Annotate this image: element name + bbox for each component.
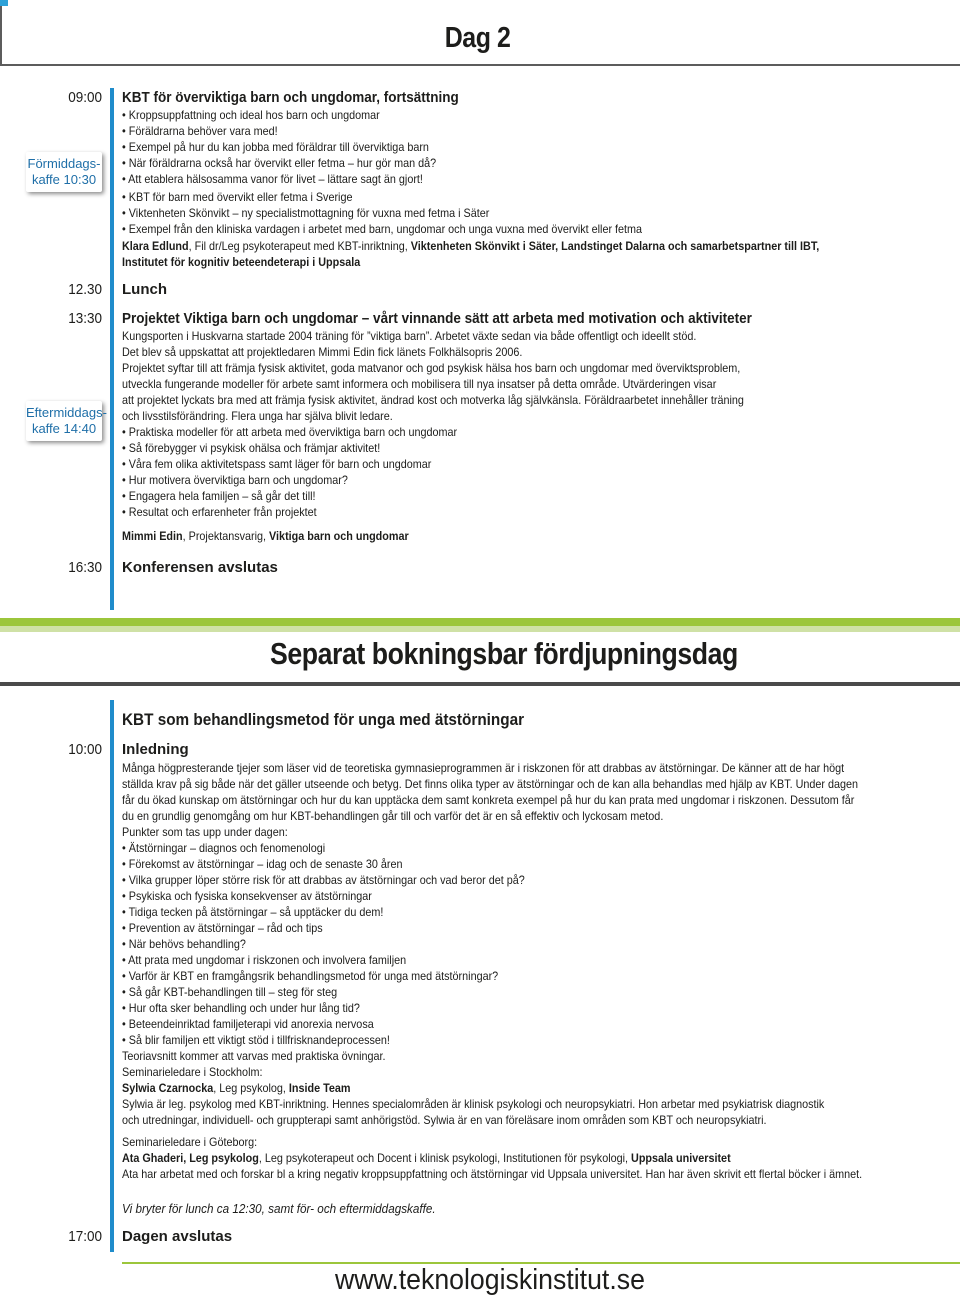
session2-para: och livsstilsförändring. Flera unga har själva blivit ledare. <box>122 409 393 423</box>
stockholm-leader-org: Inside Team <box>288 1081 351 1095</box>
session2-bullet: • Engagera hela familjen – så går det till! <box>122 489 316 503</box>
gothenburg-leader-name: Ata Ghaderi, Leg psykolog <box>122 1151 259 1165</box>
point-item: • Psykiska och fysiska konsekvenser av ätstörningar <box>122 889 372 903</box>
morning-coffee-box <box>26 152 102 192</box>
point-item: • Hur ofta sker behandling och under hur lång tid? <box>122 1001 360 1015</box>
session1-bullet: • Föräldrarna behöver vara med! <box>122 124 278 138</box>
mix-note: Teoriavsnitt kommer att varvas med praktiska övningar. <box>122 1049 386 1063</box>
session2-para: Det blev så uppskattat att projektledaren Mimmi Edin fick länets Folkhälsopris 2006. <box>122 345 523 359</box>
gothenburg-heading: Seminarieledare i Göteborg: <box>122 1135 258 1149</box>
speaker-org: Viktenheten Skönvikt i Säter, Landstinget Dalarna och samarbetspartner till IBT, <box>410 239 820 253</box>
session1-bullet: • Exempel på hur du kan jobba med föräldrar till överviktiga barn <box>122 140 429 154</box>
point-item: • Att prata med ungdomar i riskzonen och involvera familjen <box>122 953 407 967</box>
point-item: • Förekomst av ätstörningar – idag och de senaste 30 åren <box>122 857 403 871</box>
frame-accent <box>0 0 8 6</box>
gray-divider <box>0 682 960 686</box>
session1-title: KBT för överviktiga barn och ungdomar, fortsättning <box>122 89 459 106</box>
frame-left-line <box>0 0 2 66</box>
session2-bullet: • Praktiska modeller för att arbeta med överviktiga barn och ungdomar <box>122 425 458 439</box>
point-item: • Tidiga tecken på ätstörningar – så upptäcker du dem! <box>122 905 384 919</box>
session1-bullet: • När föräldrarna också har övervikt eller fetma – hur gör man då? <box>122 156 437 170</box>
time-1330: 13:30 <box>68 310 102 327</box>
lunch-note: Vi bryter för lunch ca 12:30, samt för- och eftermiddagskaffe. <box>122 1201 436 1216</box>
intro-text <box>122 760 942 1182</box>
point-item: • Beteendeinriktad familjeterapi vid anorexia nervosa <box>122 1017 374 1031</box>
green-divider-light <box>0 626 960 632</box>
session2-bullet: • Hur motivera överviktiga barn och ungdomar? <box>122 473 348 487</box>
session1-bullet: • Viktenheten Skönvikt – ny specialistmottagning för vuxna med fetma i Säter <box>122 206 490 220</box>
time-1000: 10:00 <box>68 741 102 758</box>
schedule-timeline-bar-2 <box>110 700 114 1252</box>
point-item: • Varför är KBT en framgångsrik behandlingsmetod för unga med ätstörningar? <box>122 969 499 983</box>
intro-line: Många högpresterande tjejer som läser vid de teoretiska gymnasieprogrammen är i riskzonen för att drabbas av ätstörningar. De känner att de har högt <box>122 761 845 775</box>
session2-para: Projektet syftar till att främja fysisk aktivitet, goda matvanor och god psykisk hälsa hos barn och ungdomar med överviktsproblem, <box>122 361 741 375</box>
session1-speaker <box>122 238 942 270</box>
session2-para: Kungsporten i Huskvarna startade 2004 träning för ”viktiga barn”. Arbetet växte sedan via både offentligt och ideellt stöd. <box>122 329 697 343</box>
gothenburg-leader-role: , Leg psykoterapeut och Docent i klinisk psykologi, Institutionen för psykologi, <box>258 1151 632 1165</box>
morning-coffee-line2: kaffe 10:30 <box>31 172 97 187</box>
afternoon-coffee-line1: Eftermiddags- <box>26 405 107 420</box>
session2-bullet: • Så förebygger vi psykisk ohälsa och främjar aktivitet! <box>122 441 381 455</box>
time-0900: 09:00 <box>68 89 102 106</box>
intro-line: får du ökad kunskap om ätstörningar och hur du kan upptäcka dem samt konkreta exempel på hur du kan prata med ungdomar i riskzonen. Dessutom får <box>122 793 855 807</box>
speaker2-org: Viktiga barn och ungdomar <box>269 529 409 543</box>
stockholm-leader-name: Sylwia Czarnocka <box>122 1081 214 1095</box>
intro-heading: Inledning <box>122 741 189 758</box>
session2-speaker <box>122 528 860 544</box>
intro-line: du en grundlig genomgång om hur KBT-behandlingen går till och varför det är en så effektiv och lyckosam metod. <box>122 809 664 823</box>
green-divider <box>0 618 960 626</box>
point-item: • Ätstörningar – diagnos och fenomenologi <box>122 841 326 855</box>
point-item: • När behövs behandling? <box>122 937 246 951</box>
session2-bullet: • Resultat och erfarenheter från projektet <box>122 505 317 519</box>
afternoon-coffee-box <box>26 401 107 441</box>
time-1630: 16:30 <box>68 559 102 576</box>
intro-line: ställda krav på sig både när det gäller utseende och betyg. Det finns olika typer av ätstörningar och de kan alla behandlas med hjälp av KBT. Under dagen <box>122 777 859 791</box>
separate-day-title: Separat bokningsbar fördjupningsdag <box>270 636 738 671</box>
session2-title: Projektet Viktiga barn och ungdomar – vårt vinnande sätt att arbeta med motivation och aktiviteter <box>122 310 752 327</box>
day-title: Dag 2 <box>444 22 510 54</box>
stockholm-leader-role: , Leg psykolog, <box>213 1081 289 1095</box>
conference-ends: Konferensen avslutas <box>122 559 278 576</box>
session2-para: utveckla fungerande modeller för arbete samt informera och mobilisera till nya insatser på detta område. Utvärderingen visar <box>122 377 717 391</box>
speaker2-name: Mimmi Edin <box>122 529 183 543</box>
lunch-label: Lunch <box>122 281 167 298</box>
afternoon-coffee-line2: kaffe 14:40 <box>31 421 97 436</box>
frame-bottom-line <box>0 64 960 66</box>
speaker2-role: , Projektansvarig, <box>182 529 270 543</box>
point-item: • Så blir familjen ett viktigt stöd i tillfrisknandeprocessen! <box>122 1033 390 1047</box>
session1-bullet: • Kroppsuppfattning och ideal hos barn och ungdomar <box>122 108 380 122</box>
stockholm-bio: Sylwia är leg. psykolog med KBT-inriktning. Hennes specialområden är klinisk psykologi och neuropsykiatri. Hon arbetar med psykiatrisk diagnostik <box>122 1097 825 1111</box>
session2-bullet: • Våra fem olika aktivitetspass samt läger för barn och ungdomar <box>122 457 432 471</box>
session1-bullet: • Att etablera hälsosamma vanor för livet – lättare sagt än gjort! <box>122 172 423 186</box>
morning-coffee-line1: Förmiddags- <box>27 156 101 171</box>
session1-bullet: • KBT för barn med övervikt eller fetma i Sverige <box>122 190 353 204</box>
point-item: • Så går KBT-behandlingen till – steg för steg <box>122 985 338 999</box>
stockholm-heading: Seminarieledare i Stockholm: <box>122 1065 263 1079</box>
gothenburg-leader-org: Uppsala universitet <box>631 1151 731 1165</box>
session2-text <box>122 328 942 520</box>
day-ends: Dagen avslutas <box>122 1228 233 1245</box>
schedule-timeline-bar <box>110 88 114 610</box>
points-heading: Punkter som tas upp under dagen: <box>122 825 288 839</box>
speaker-name: Klara Edlund <box>122 239 189 253</box>
speaker-role: , Fil dr/Leg psykoterapeut med KBT-inriktning, <box>188 239 411 253</box>
stockholm-bio: och utredningar, individuell- och gruppterapi samt anhörigstöd. Sylwia är en van föreläsare inom områden som KBT och neuropsykiatri. <box>122 1113 767 1127</box>
session2-para: att projektet lyckats bra med att främja fysisk aktivitet, ändrad kost och motverka låg självkänsla. Föräldraarbetet innehåller träning <box>122 393 744 407</box>
session1-bullets <box>122 107 942 237</box>
point-item: • Vilka grupper löper större risk för att drabbas av ätstörningar och vad beror det på? <box>122 873 525 887</box>
footer-url[interactable]: www.teknologiskinstitut.se <box>335 1264 645 1296</box>
speaker-org-cont: Institutet för kognitiv beteendeterapi i Uppsala <box>122 255 361 269</box>
gothenburg-bio: Ata har arbetat med och forskar bl a kring negativ kroppsuppfattning och ätstörningar vid Uppsala universitet. Han har även skrivit ett flertal böcker i ämnet. <box>122 1167 863 1181</box>
time-1230: 12.30 <box>68 281 102 298</box>
workshop-title: KBT som behandlingsmetod för unga med ätstörningar <box>122 710 525 729</box>
session1-bullet: • Exempel från den kliniska vardagen i arbetet med barn, ungdomar och unga vuxna med övervikt eller fetma <box>122 222 643 236</box>
point-item: • Prevention av ätstörningar – råd och tips <box>122 921 323 935</box>
time-1700: 17:00 <box>68 1228 102 1245</box>
